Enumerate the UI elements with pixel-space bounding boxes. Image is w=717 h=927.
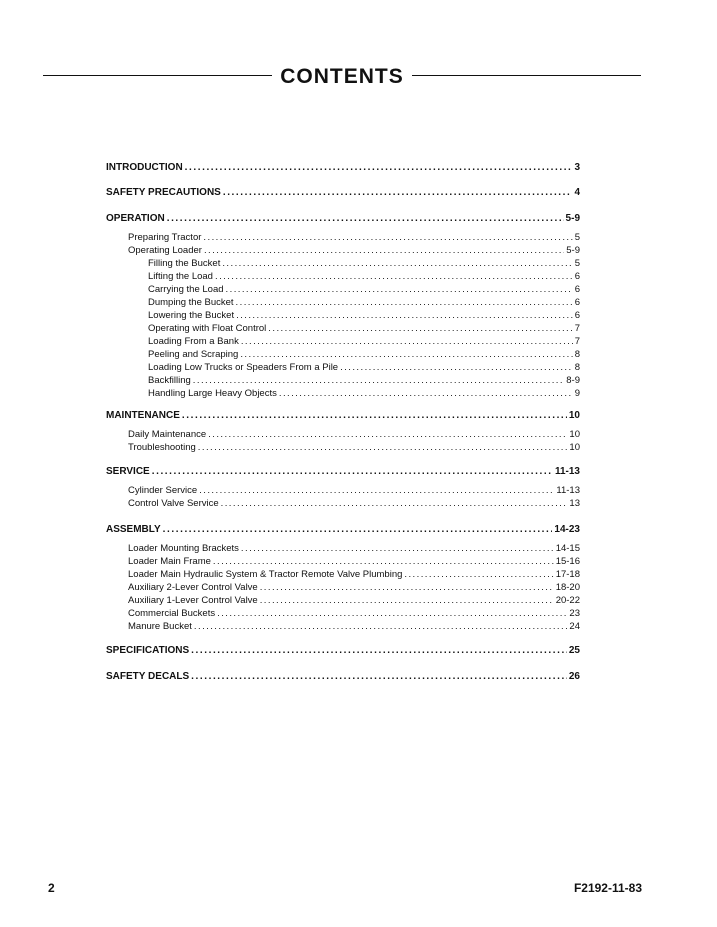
dot-leader [204, 244, 564, 258]
toc-subsection-page: 23 [569, 608, 580, 619]
toc-topic-label: Peeling and Scraping [148, 349, 239, 360]
toc-section-page: 5-9 [565, 213, 580, 224]
toc-subsection-label: Troubleshooting [128, 442, 196, 453]
dot-leader [191, 670, 567, 684]
toc-section-label: SAFETY DECALS [106, 671, 190, 682]
toc-topic-label: Loading From a Bank [148, 336, 239, 347]
toc-section-row [106, 161, 580, 175]
toc-subsection-row [128, 568, 580, 582]
toc-subsection-row [128, 484, 580, 498]
toc-topic-row [148, 348, 580, 362]
toc-subsection-row [128, 542, 580, 556]
toc-topic-page: 8 [574, 362, 580, 373]
toc-section-row [106, 523, 580, 537]
toc-topic-page: 7 [574, 323, 580, 334]
toc-section-label: SAFETY PRECAUTIONS [106, 187, 221, 198]
toc-topic-page: 6 [574, 310, 580, 321]
dot-leader [208, 428, 567, 442]
toc-subsection-row [128, 594, 580, 608]
toc-topic-label: Carrying the Load [148, 284, 224, 295]
toc-topic-label: Handling Large Heavy Objects [148, 388, 277, 399]
toc-section-row [106, 670, 580, 684]
dot-leader [222, 257, 572, 271]
dot-leader [217, 607, 567, 621]
toc-topic-label: Operating with Float Control [148, 323, 267, 334]
dot-leader [226, 283, 573, 297]
toc-subsection-row [128, 428, 580, 442]
toc-subsection-row [128, 231, 580, 245]
toc-topic-row [148, 309, 580, 323]
dot-leader [203, 231, 572, 245]
toc-topic-row [148, 387, 580, 401]
page-title: CONTENTS [280, 65, 404, 88]
dot-leader [199, 484, 554, 498]
toc-section-label: OPERATION [106, 213, 165, 224]
toc-section-row [106, 212, 580, 226]
toc-section-page: 10 [568, 410, 580, 421]
toc-topic-label: Lifting the Load [148, 271, 213, 282]
toc-subsection-label: Cylinder Service [128, 485, 198, 496]
toc-topic-page: 6 [574, 271, 580, 282]
toc-section-label: SPECIFICATIONS [106, 645, 190, 656]
toc-subsection-row [128, 441, 580, 455]
toc-subsection-label: Loader Main Frame [128, 556, 211, 567]
toc-subsection-label: Manure Bucket [128, 621, 192, 632]
toc-subsection-page: 15-16 [555, 556, 580, 567]
dot-leader [193, 374, 564, 388]
dot-leader [191, 644, 567, 658]
toc-topic-row [148, 361, 580, 375]
dot-leader [340, 361, 573, 375]
toc-subsection-row [128, 497, 580, 511]
toc-section-page: 25 [568, 645, 580, 656]
toc-topic-label: Backfilling [148, 375, 191, 386]
dot-leader [268, 322, 572, 336]
dot-leader [194, 620, 568, 634]
toc-section-label: INTRODUCTION [106, 162, 183, 173]
toc-topic-page: 5 [574, 258, 580, 269]
dot-leader [279, 387, 573, 401]
toc-topic-label: Dumping the Bucket [148, 297, 234, 308]
toc-section-page: 14-23 [554, 524, 580, 535]
toc-subsection-page: 18-20 [555, 582, 580, 593]
toc-subsection-page: 5-9 [566, 245, 580, 256]
dot-leader [236, 296, 573, 310]
toc-subsection-page: 24 [569, 621, 580, 632]
toc-subsection-label: Preparing Tractor [128, 232, 202, 243]
dot-leader [223, 186, 573, 200]
dot-leader [213, 555, 554, 569]
toc-subsection-label: Control Valve Service [128, 498, 219, 509]
toc-subsection-page: 20-22 [555, 595, 580, 606]
toc-topic-row [148, 374, 580, 388]
toc-section-label: SERVICE [106, 466, 150, 477]
dot-leader [240, 348, 572, 362]
toc-topic-page: 7 [574, 336, 580, 347]
toc-subsection-page: 14-15 [555, 543, 580, 554]
toc-topic-label: Lowering the Bucket [148, 310, 235, 321]
toc-section-row [106, 409, 580, 423]
dot-leader [182, 409, 567, 423]
dot-leader [236, 309, 573, 323]
dot-leader [241, 542, 554, 556]
dot-leader [404, 568, 553, 582]
toc-section-page: 26 [568, 671, 580, 682]
dot-leader [185, 161, 573, 175]
toc-subsection-row [128, 620, 580, 634]
toc-subsection-page: 13 [569, 498, 580, 509]
toc-subsection-label: Auxiliary 2-Lever Control Valve [128, 582, 258, 593]
dot-leader [198, 441, 568, 455]
toc-subsection-label: Auxiliary 1-Lever Control Valve [128, 595, 258, 606]
toc-section-page: 11-13 [554, 466, 580, 477]
document-code: F2192-11-83 [573, 881, 642, 895]
toc-topic-row [148, 322, 580, 336]
title-rule-left [43, 75, 272, 76]
toc-section-row [106, 465, 580, 479]
toc-subsection-page: 5 [574, 232, 580, 243]
toc-subsection-page: 17-18 [555, 569, 580, 580]
toc-subsection-page: 10 [569, 442, 580, 453]
toc-subsection-row [128, 581, 580, 595]
page-number: 2 [48, 881, 55, 895]
toc-topic-page: 8 [574, 349, 580, 360]
toc-topic-row [148, 335, 580, 349]
toc-subsection-label: Loader Mounting Brackets [128, 543, 239, 554]
dot-leader [152, 465, 553, 479]
toc-topic-row [148, 257, 580, 271]
toc-subsection-label: Daily Maintenance [128, 429, 207, 440]
toc-section-label: ASSEMBLY [106, 524, 161, 535]
dot-leader [167, 212, 564, 226]
toc-subsection-row [128, 555, 580, 569]
toc-topic-row [148, 270, 580, 284]
toc-topic-page: 8-9 [566, 375, 580, 386]
contents-header [43, 62, 641, 92]
toc-section-label: MAINTENANCE [106, 410, 180, 421]
toc-section-row [106, 644, 580, 658]
toc-subsection-label: Commercial Buckets [128, 608, 216, 619]
dot-leader [215, 270, 573, 284]
toc-topic-label: Loading Low Trucks or Speaders From a Pile [148, 362, 339, 373]
dot-leader [221, 497, 568, 511]
title-rule-right [412, 75, 641, 76]
toc-subsection-row [128, 607, 580, 621]
toc-topic-page: 6 [574, 284, 580, 295]
toc-topic-label: Filling the Bucket [148, 258, 221, 269]
toc-section-page: 4 [574, 187, 580, 198]
dot-leader [241, 335, 573, 349]
toc-subsection-page: 10 [569, 429, 580, 440]
toc-topic-page: 6 [574, 297, 580, 308]
toc-subsection-label: Operating Loader [128, 245, 202, 256]
dot-leader [260, 581, 554, 595]
dot-leader [260, 594, 554, 608]
toc-topic-page: 9 [574, 388, 580, 399]
toc-subsection-label: Loader Main Hydraulic System & Tractor Remote Valve Plumbing [128, 569, 403, 580]
toc-section-page: 3 [574, 162, 580, 173]
toc-topic-row [148, 283, 580, 297]
toc-subsection-page: 11-13 [556, 485, 580, 496]
toc-section-row [106, 186, 580, 200]
toc-topic-row [148, 296, 580, 310]
dot-leader [163, 523, 553, 537]
toc-subsection-row [128, 244, 580, 258]
